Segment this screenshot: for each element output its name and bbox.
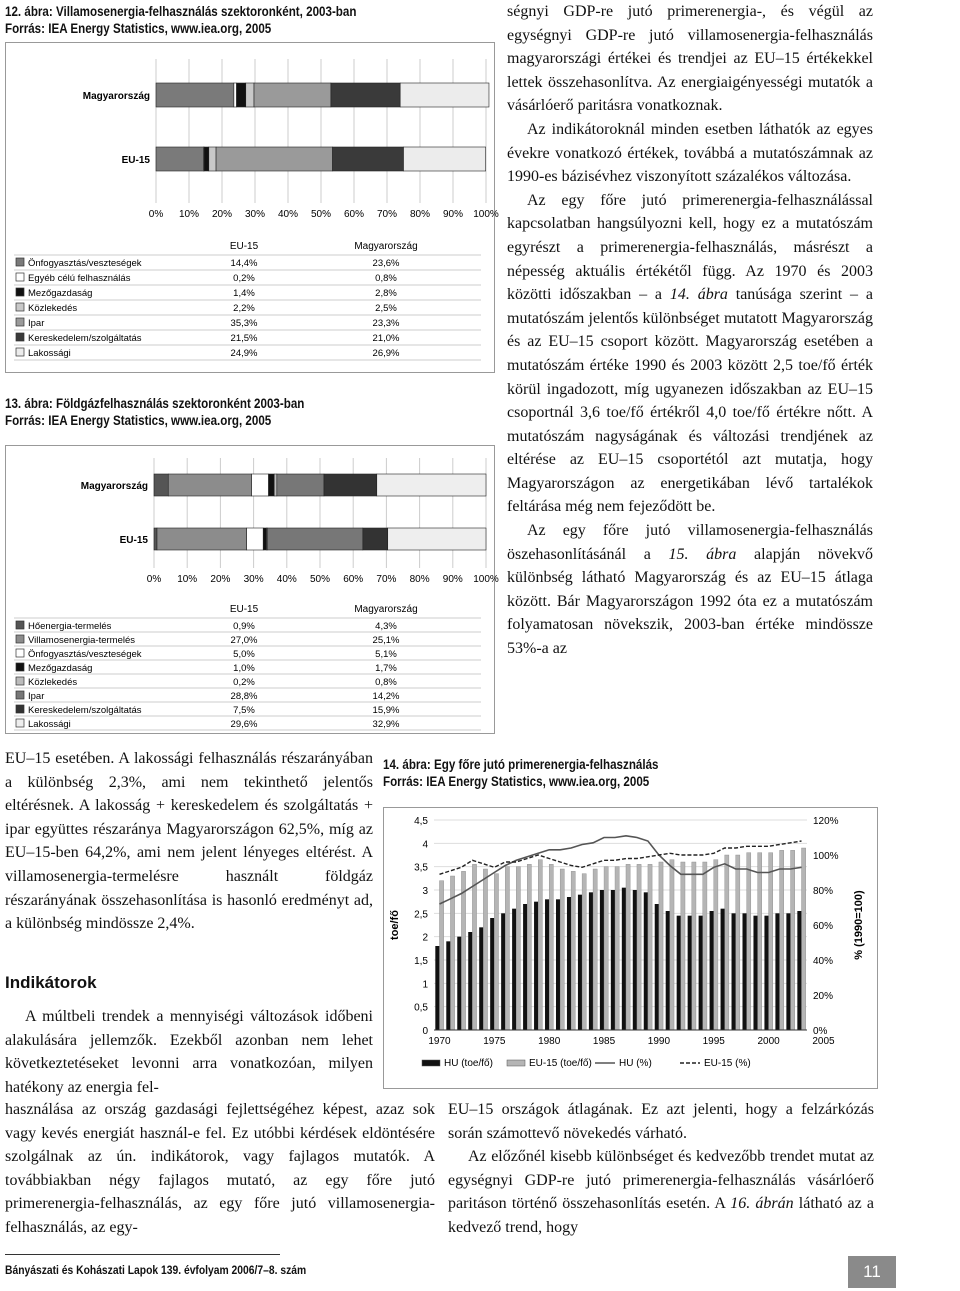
category-label: EU-15 [121,155,150,166]
fig13-svg [6,446,499,733]
fig12-caption: 12. ábra: Villamosenergia-felhasználás szektoronként, 2003-ban Forrás: IEA Energy Statistics, www.iea.org, 2005 [5,4,357,36]
legend-label: Mezőgazdaság [28,288,93,299]
x-tick-label: 40% [276,574,297,585]
x-tick-label: 10% [178,209,200,220]
bar-eu15 [769,853,773,1030]
legend-label: Egyéb célú felhasználás [28,273,131,284]
bar-segment [269,474,275,496]
x-tick-label: 60% [343,574,364,585]
bar-hu [589,892,593,1030]
x-tick-label: 1990 [647,1036,671,1047]
bar-eu15 [494,874,498,1030]
bar-segment [237,83,246,107]
x-tick-label: 70% [376,574,397,585]
legend-label: HU (toe/fő) [444,1058,493,1069]
y-axis-label: toe/fő [389,910,401,940]
bar-eu15 [703,862,707,1030]
bar-hu [468,932,472,1030]
x-tick-label: 50% [309,574,331,585]
table-value-eu: 21,5% [230,333,258,344]
right-paragraph-6: Az előzőnél kisebb különbséget és kedvezőbb trendet mutat az egységnyi GDP-re jutó primerenergia-felhasználás vásárlóerő paritáson történő összehasonlítás esetén. A 16. ábrán látható az a kedvező trend, hogy [448,1148,874,1236]
bar-segment [252,474,269,496]
bar-eu15 [483,869,487,1030]
page-number: 11 [848,1256,896,1288]
legend-swatch [16,649,24,657]
category-label: Magyarország [80,481,148,492]
legend-label: Önfogyasztás/veszteségek [28,649,142,660]
bar-segment [157,528,247,550]
bar-eu15 [615,867,619,1030]
category-label: Magyarország [82,91,150,102]
y-tick-label: 4,5 [414,816,428,827]
legend-label: Önfogyasztás/veszteségek [28,258,142,269]
bar-eu15 [582,874,586,1030]
x-tick-label: 30% [244,209,266,220]
bar-hu [688,916,692,1030]
bar-hu [710,911,714,1030]
bar-eu15 [516,867,520,1030]
table-value-hu: 5,1% [375,649,397,660]
bar-hu [699,916,703,1030]
table-value-eu: 1,0% [233,663,255,674]
table-value-hu: 14,2% [372,691,400,702]
right-paragraph-2: Az indikátoroknál minden esetben láthatók az egyes évekre vonatkozó értékek, továbbá a mutatószámnak az 1990-es bázisévhez viszonyított százalékos változása. [507,120,873,186]
bar-hu [655,904,659,1030]
legend-label: Mezőgazdaság [28,663,93,674]
bar-eu15 [538,860,542,1030]
table-header-hu: Magyarország [354,241,418,252]
table-value-eu: 0,9% [233,621,255,632]
legend-label: Közlekedés [28,303,78,314]
bar-eu15 [659,862,663,1030]
bar-hu [622,888,626,1030]
y2-tick-label: 80% [813,886,834,897]
fig12-chart [5,42,499,373]
x-tick-label: 50% [310,209,332,220]
legend-swatch [16,621,24,629]
table-value-eu: 5,0% [233,649,255,660]
x-tick-label: 1995 [702,1036,725,1047]
bar-segment [216,147,332,171]
fig14-chart [383,807,878,1089]
fig13-caption: 13. ábra: Földgázfelhasználás szektoronként 2003-ban Forrás: IEA Energy Statistics, www.iea.org, 2005 [5,396,305,428]
bar-hu [578,895,582,1030]
y-tick-label: 1 [422,979,428,991]
table-value-hu: 21,0% [372,333,400,344]
table-header-eu: EU-15 [229,241,259,252]
left-column-paragraph-2a: A múltbeli trendek a mennyiségi változások időbeni alakulására jellemzők. Ezekből azonban nem lehet következtetéseket levonni arra vonatkozóan, milyen hatékony az energia fel- [5,1008,373,1096]
bar-hu [775,913,779,1030]
legend-swatch [16,635,24,643]
legend-swatch [16,318,24,326]
bar-hu [435,946,439,1030]
fig16-reference: 16. ábrán [730,1195,794,1213]
table-value-eu: 24,9% [230,348,258,359]
table-value-eu: 29,6% [230,719,258,730]
bar-hu [797,911,801,1030]
table-value-hu: 15,9% [372,705,400,716]
bar-eu15 [472,864,476,1030]
x-tick-label: 0% [148,209,164,220]
bar-hu [490,918,494,1030]
bar-segment [277,474,324,496]
bar-eu15 [692,862,696,1030]
table-header-eu: EU-15 [229,604,259,615]
x-tick-label: 30% [243,574,264,585]
legend-label: Hőenergia-termelés [28,621,112,632]
x-tick-label: 1985 [592,1036,616,1047]
table-value-hu: 2,8% [375,288,397,299]
table-value-hu: 26,9% [372,348,400,359]
y-tick-label: 0 [422,1026,428,1037]
legend-swatch [16,691,24,699]
bar-hu [567,897,571,1030]
left-column-paragraph-2b: használása az ország gazdasági fejlettségéhez képest, azaz sok vagy kevés energiát használ-e fel. Ez utóbbi kérdések eldöntésére szolgálnak az ún. indikátorok, vagy fajlagos mutatók. A továbbiakban négy fajlagos mutató, az egy főre jutó primerenergia-felhasználás, az egy főre jutó villamosenergia-felhasználás, az egy- [5,1101,435,1236]
bar-eu15 [780,850,784,1030]
y2-tick-label: 60% [813,921,834,932]
y2-tick-label: 0% [813,1026,828,1037]
bar-eu15 [549,864,553,1030]
bar-hu [764,916,768,1030]
bar-hu [611,890,615,1030]
legend-label: HU (%) [619,1058,652,1069]
table-value-hu: 23,6% [372,258,400,269]
table-value-eu: 14,4% [230,258,258,269]
fig14-reference: 14. ábra [669,286,728,304]
x-tick-label: 10% [177,574,198,585]
table-value-eu: 28,8% [230,691,258,702]
bar-hu [742,913,746,1030]
bar-segment [333,147,404,171]
bar-hu [556,899,560,1030]
table-value-hu: 2,5% [375,303,397,314]
bar-hu [523,904,527,1030]
legend-label: Villamosenergia-termelés [28,635,136,646]
bar-segment [377,474,486,496]
right-paragraph-4: Az egy főre jutó villamosenergia-felhasználás öszehasonlításánál a 15. ábra alapján növekvő különbség látható Magyarország és az EU–15 átlaga között. Bár Magyarországon 1992 óta ez a mutatószám folyamatosan növekszik, 2003-ban értéke mindössze 53%-a az [507,522,874,658]
footer-rule [5,1254,280,1255]
bar-segment [204,147,209,171]
y-tick-label: 3,5 [414,862,428,874]
table-value-hu: 0,8% [375,273,397,284]
table-value-eu: 7,5% [233,705,255,716]
y2-tick-label: 20% [813,991,834,1002]
bar-segment [154,528,157,550]
x-tick-label: 70% [376,209,398,220]
bar-segment [254,83,331,107]
bar-eu15 [747,853,751,1030]
right-paragraph-5: EU–15 országok átlagának. Ez azt jelenti, hogy a felzárkózás során számottevő növekedés várható. [448,1101,874,1142]
bar-hu [721,909,725,1030]
table-value-eu: 2,2% [233,303,255,314]
table-value-hu: 1,7% [375,663,397,674]
table-value-hu: 4,3% [375,621,397,632]
bar-eu15 [527,864,531,1030]
bar-segment [274,474,277,496]
bar-segment [168,474,251,496]
x-tick-label: 90% [442,574,463,585]
fig14-svg [384,808,877,1088]
x-tick-label: 90% [442,209,464,220]
bar-hu [512,909,516,1030]
x-tick-label: 2005 [812,1036,835,1047]
bar-eu15 [637,864,641,1030]
legend-swatch [16,288,24,296]
bar-hu [534,902,538,1030]
journal-footer: Bányászati és Kohászati Lapok 139. évfolyam 2006/7–8. szám [5,1263,307,1277]
bar-hu [732,913,736,1030]
x-tick-label: 20% [210,574,231,585]
bar-eu15 [802,848,806,1030]
bar-eu15 [604,867,608,1030]
bar-eu15 [714,860,718,1030]
fig15-reference: 15. ábra [668,545,737,563]
y2-tick-label: 120% [813,816,839,827]
x-tick-label: 80% [409,209,431,220]
legend-swatch [507,1060,525,1066]
y2-axis-label: % (1990=100) [853,890,865,960]
bar-segment [154,474,168,496]
x-tick-label: 60% [343,209,365,220]
y-tick-label: 1,5 [414,956,428,967]
section-heading: Indikátorok [5,973,97,992]
x-tick-label: 1970 [428,1036,451,1047]
y-tick-label: 2,5 [414,909,428,921]
x-tick-label: 100% [473,574,499,585]
table-value-eu: 27,0% [230,635,258,646]
bar-eu15 [648,864,652,1030]
bar-segment [156,147,204,171]
right-paragraph-1: ségnyi GDP-re jutó primerenergia-, és végül az egységnyi GDP-re jutó villamosenergia-felhasználás magyarországi értékei és trendjei az EU–15 értékekkel lettek összehasonlítva. Az energiaigényességi mutatók a vásárlóerő paritásra vonatkoznak. [507,3,873,115]
bar-eu15 [736,855,740,1030]
legend-swatch [422,1060,440,1066]
table-value-eu: 1,4% [233,288,255,299]
legend-swatch [16,677,24,685]
bar-eu15 [505,867,509,1030]
y-tick-label: 0,5 [414,1002,428,1014]
bar-hu [633,890,637,1030]
bar-hu [677,916,681,1030]
bar-hu [644,892,648,1030]
y2-tick-label: 100% [813,851,839,862]
y-tick-label: 2 [422,932,428,944]
y2-tick-label: 40% [813,956,834,967]
legend-label: Közlekedés [28,677,78,688]
table-value-eu: 0,2% [233,273,255,284]
bar-hu [501,913,505,1030]
legend-label: Lakossági [28,348,71,359]
x-tick-label: 0% [146,574,162,585]
category-label: EU-15 [119,535,148,546]
bar-segment [400,83,489,107]
bar-eu15 [670,860,674,1030]
bar-eu15 [461,871,465,1030]
legend-swatch [16,258,24,266]
bar-hu [753,916,757,1030]
legend-swatch [16,273,24,281]
bar-segment [267,528,363,550]
table-value-eu: 0,2% [233,677,255,688]
legend-label: EU-15 (toe/fő) [529,1058,592,1069]
fig14-caption: 14. ábra: Egy főre jutó primerenergia-felhasználás Forrás: IEA Energy Statistics, www.iea.org, 2005 [383,757,659,789]
bar-segment [246,83,254,107]
x-tick-label: 1980 [538,1036,561,1047]
x-tick-label: 80% [409,574,430,585]
bar-segment [209,147,216,171]
bar-hu [457,937,461,1030]
bar-segment [324,474,377,496]
x-tick-label: 20% [211,209,233,220]
legend-label: Lakossági [28,719,71,730]
bar-hu [600,890,604,1030]
fig12-svg [6,43,499,372]
legend-label: EU-15 (%) [704,1058,751,1069]
legend-swatch [16,719,24,727]
bar-segment [404,147,486,171]
bar-eu15 [681,862,685,1030]
legend-label: Kereskedelem/szolgáltatás [28,333,142,344]
bar-eu15 [725,855,729,1030]
legend-swatch [16,705,24,713]
bar-eu15 [593,869,597,1030]
x-tick-label: 1975 [483,1036,506,1047]
bar-eu15 [560,869,564,1030]
table-value-hu: 25,1% [372,635,400,646]
bar-eu15 [571,871,575,1030]
table-value-eu: 35,3% [230,318,258,329]
bar-segment [331,83,400,107]
x-tick-label: 40% [277,209,299,220]
bar-eu15 [791,850,795,1030]
bar-hu [786,913,790,1030]
bar-eu15 [758,853,762,1030]
x-tick-label: 2000 [757,1036,780,1047]
legend-label: Ipar [28,318,45,329]
bar-segment [247,528,264,550]
bar-segment [263,528,266,550]
legend-swatch [16,663,24,671]
bar-segment [156,83,234,107]
legend-label: Kereskedelem/szolgáltatás [28,705,142,716]
bar-segment [363,528,388,550]
x-tick-label: 100% [473,209,499,220]
table-header-hu: Magyarország [354,604,418,615]
bar-hu [666,911,670,1030]
table-value-hu: 0,8% [375,677,397,688]
legend-swatch [16,303,24,311]
y-tick-label: 4 [422,839,428,851]
legend-label: Ipar [28,691,45,702]
bar-hu [545,899,549,1030]
right-column-top [507,0,873,661]
left-column-paragraph-1: EU–15 esetében. A lakossági felhasználás részarányában a különbség 2,3%, ami nem tekinthető jelentős eltérésnek. A lakosság + kereskedelem és szolgáltatás + ipar együttes részaránya Magyarországon 62,5%, míg az EU–15-ben 64,2%, ami nem jelent lényeges eltérést. A villamosenergia-termelésre használt földgáz részarányának összehasonlítása is hasonló eredményt ad, a különbség mindössze 2,4%. [5,750,373,933]
y-tick-label: 3 [422,886,428,897]
table-value-hu: 32,9% [372,719,400,730]
table-value-hu: 23,3% [372,318,400,329]
bar-segment [388,528,486,550]
bar-hu [446,941,450,1030]
bar-hu [479,927,483,1030]
right-paragraph-3: Az egy főre jutó primerenergia-felhasználással kapcsolatban hangsúlyozni kell, hogy ez a mutatószám egyrészt a primerenergia-felhasználás, másrészt a népesség aktuális értékétől függ. Az 1970 és 2003 közötti időszakban – a 14. ábra tanúsága szerint – a mutatószám jelentős különbséget mutatott Magyarország és az EU–15 csoport között. Magyarország esetében a mutatószám értéke 1990 és 2003 között 2,5 toe/fő érték körül ingadozott, míg ugyanezen időszakban az EU–15 csoportnál 3,6 toe/fő értékről 4,0 toe/fő értékre nőtt. A mutatószám nagyságának és változási trendjének az eltérése az EU–15 csoportétól azt mutatja, hogy Magyarországon az energetikában lévő tartalékok feltárása még nem fejeződött be. [507,191,873,516]
fig13-chart [5,445,499,734]
bar-eu15 [626,864,630,1030]
right-column-bottom [448,1098,874,1240]
bar-segment [234,83,237,107]
legend-swatch [16,348,24,356]
legend-swatch [16,333,24,341]
